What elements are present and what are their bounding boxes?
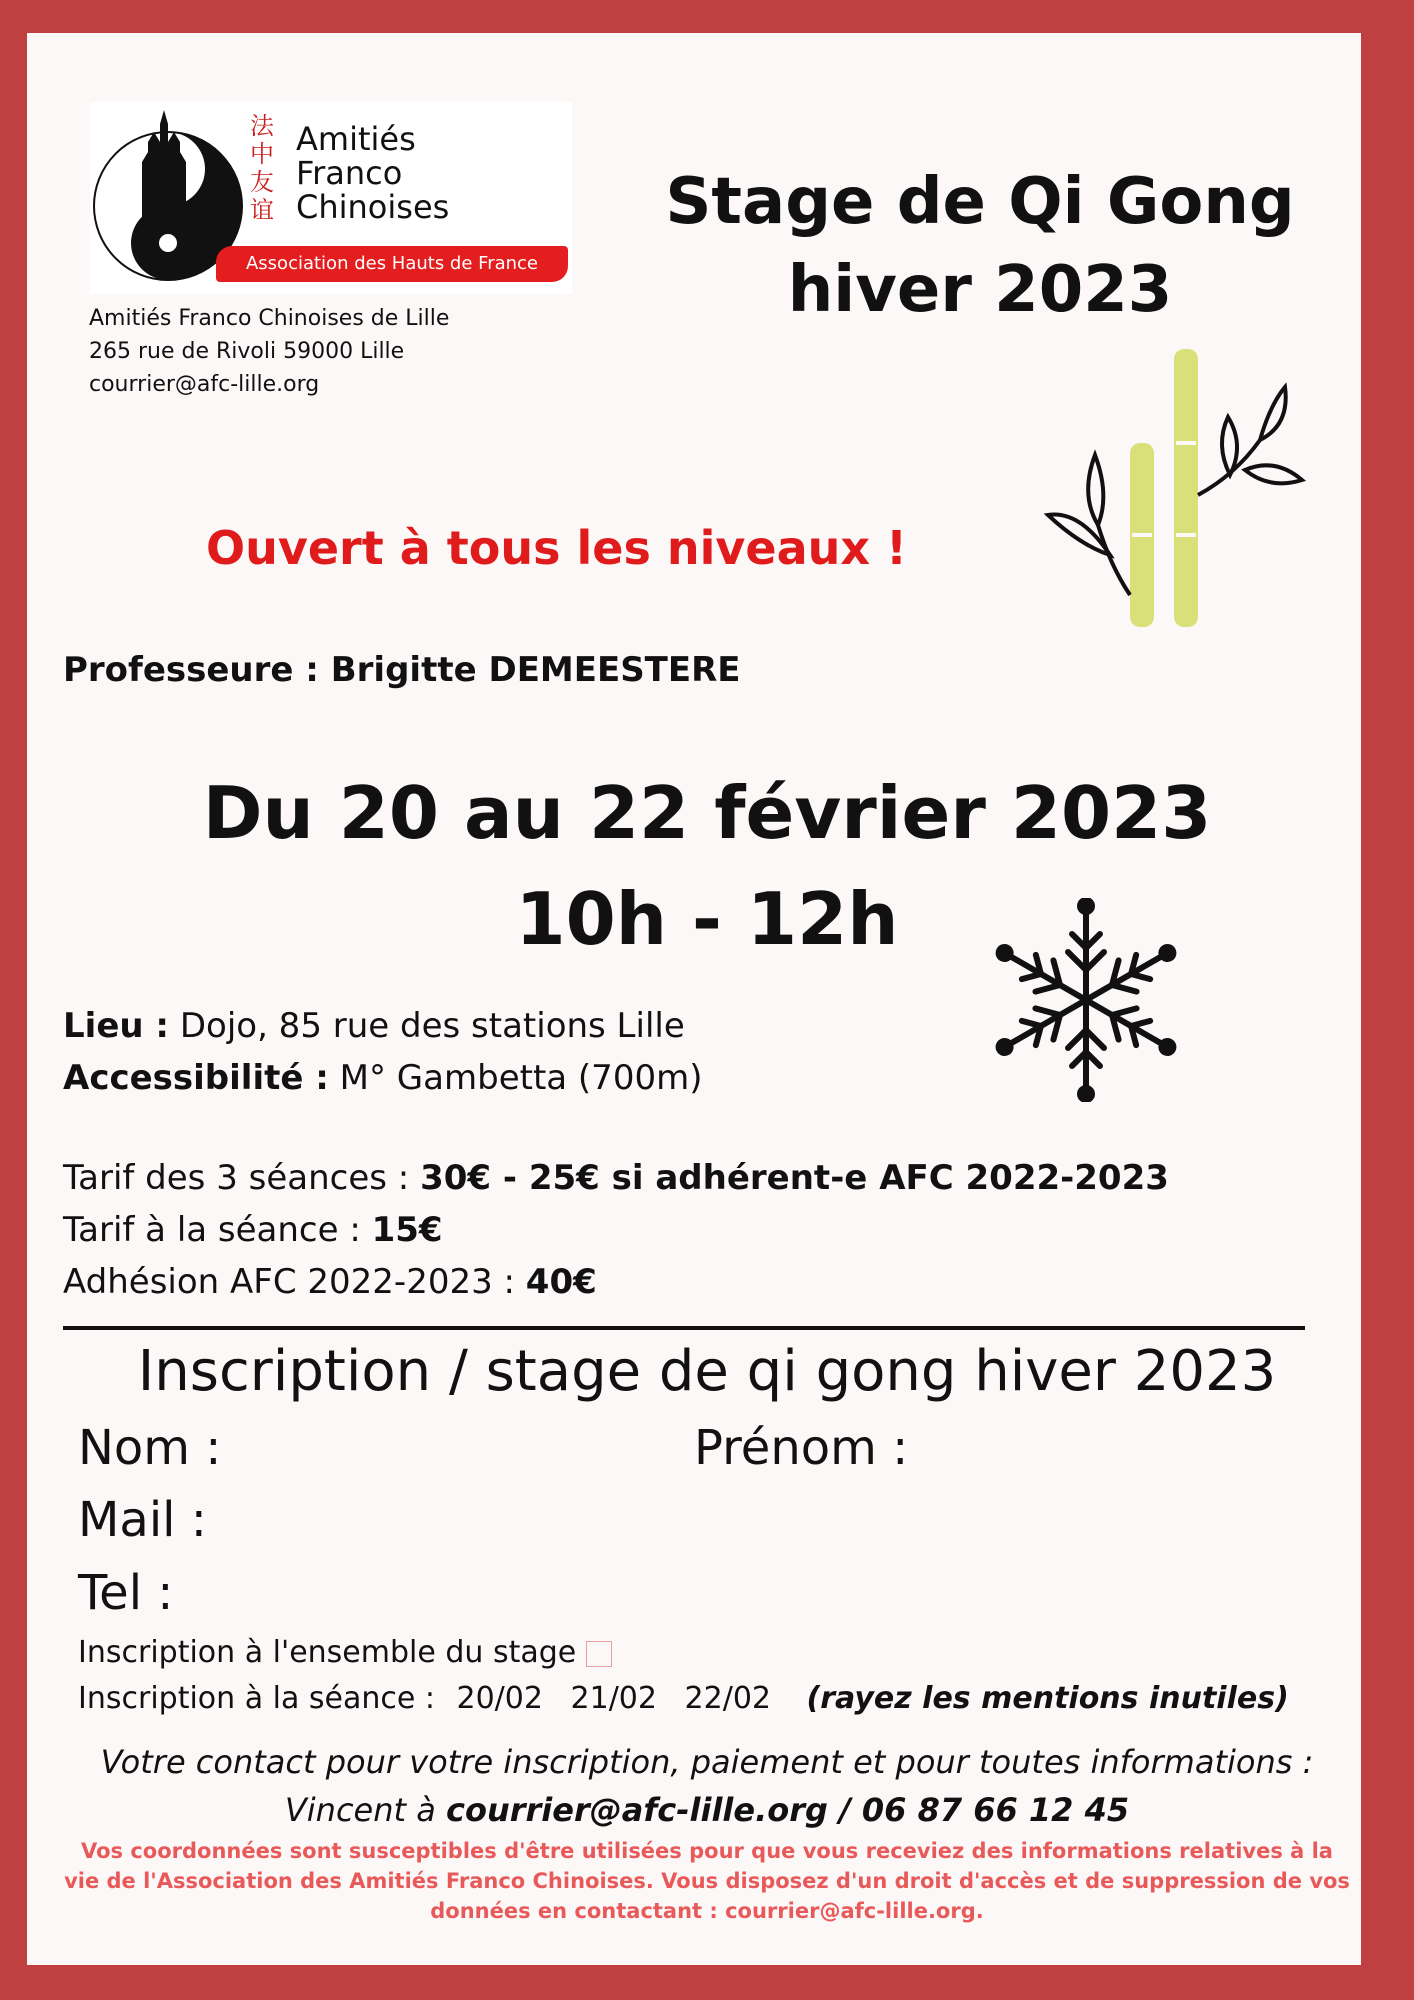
access-label: Accessibilité : [63, 1058, 329, 1098]
bamboo-icon [1040, 345, 1310, 630]
contact-prefix: Vincent à [284, 1791, 446, 1829]
prenom-label: Prénom : [694, 1420, 909, 1476]
professeure: Professeure : Brigitte DEMEESTERE [63, 650, 741, 690]
contact-details: courrier@afc-lille.org / 06 87 66 12 45 [446, 1791, 1130, 1829]
access-row [63, 1052, 702, 1104]
ensemble-row [78, 1631, 612, 1675]
seance-date-3: 22/02 [684, 1681, 771, 1716]
address-line2: 265 rue de Rivoli 59000 Lille [89, 339, 405, 364]
tarif1-value: 30€ - 25€ si adhérent-e AFC 2022-2023 [420, 1158, 1169, 1198]
legal-notice: Vos coordonnées sont susceptibles d'être utilisées pour que vous receviez des informations relatives à la vie de l'Association des Amitiés Franco Chinoises. Vous disposez d'un droit d'accès et de suppression de vos données en contactant : courrier@afc-lille.org. [64, 1839, 1350, 1923]
title-line2: hiver 2023 [787, 253, 1173, 327]
logo-line1: Amitiés [296, 120, 416, 158]
divider [63, 1326, 1305, 1330]
lieu-row [63, 1000, 702, 1052]
lieu-label: Lieu : [63, 1006, 170, 1046]
lieu-value: Dojo, 85 rue des stations Lille [169, 1006, 685, 1046]
mail-label: Mail : [78, 1492, 207, 1548]
contact-line1: Votre contact pour votre inscription, paiement et pour toutes informations : [100, 1743, 1314, 1781]
afc-logo [90, 102, 572, 294]
snowflake-icon [995, 898, 1177, 1102]
address-email: courrier@afc-lille.org [89, 372, 320, 397]
logo-wordmark [296, 122, 449, 224]
tarif2-label: Tarif à la séance : [63, 1210, 372, 1250]
inscription-title: Inscription / stage de qi gong hiver 2023 [137, 1339, 1277, 1404]
seance-date-1: 20/02 [456, 1681, 543, 1716]
seance-date-2: 21/02 [570, 1681, 657, 1716]
seance-label: Inscription à la séance : [78, 1681, 435, 1716]
tarif2-value: 15€ [371, 1210, 443, 1250]
ensemble-label: Inscription à l'ensemble du stage [78, 1635, 577, 1670]
date-line: Du 20 au 22 février 2023 [202, 771, 1212, 855]
contact-line2 [0, 1786, 1414, 1834]
rayez-note: (rayez les mentions inutiles) [806, 1681, 1289, 1716]
seance-row [78, 1677, 1289, 1721]
location-block [63, 1000, 702, 1104]
title-line1: Stage de Qi Gong [665, 165, 1295, 239]
logo-line2: Franco [296, 154, 403, 192]
logo-chinese-text: 法中友谊 [250, 112, 274, 224]
tarif3-value: 40€ [525, 1262, 597, 1302]
access-value: M° Gambetta (700m) [328, 1058, 703, 1098]
tarifs-block [63, 1152, 1169, 1308]
page-title [640, 158, 1320, 334]
logo-banner: Association des Hauts de France [216, 246, 568, 282]
ouvert-banner: Ouvert à tous les niveaux ! [206, 521, 908, 575]
ensemble-checkbox[interactable] [586, 1641, 612, 1667]
address-block [89, 302, 449, 401]
nom-label: Nom : [78, 1420, 222, 1476]
tarif3-label: Adhésion AFC 2022-2023 : [63, 1262, 526, 1302]
logo-line3: Chinoises [296, 188, 450, 226]
contact-block [0, 1738, 1414, 1834]
tarif-row-3-seances [63, 1152, 1169, 1204]
tarif-row-seance [63, 1204, 1169, 1256]
date-block [0, 760, 1414, 972]
time-line: 10h - 12h [515, 877, 899, 961]
tarif1-label: Tarif des 3 séances : [63, 1158, 421, 1198]
tarif-row-adhesion [63, 1256, 1169, 1308]
address-line1: Amitiés Franco Chinoises de Lille [89, 306, 450, 331]
tel-label: Tel : [78, 1565, 174, 1621]
